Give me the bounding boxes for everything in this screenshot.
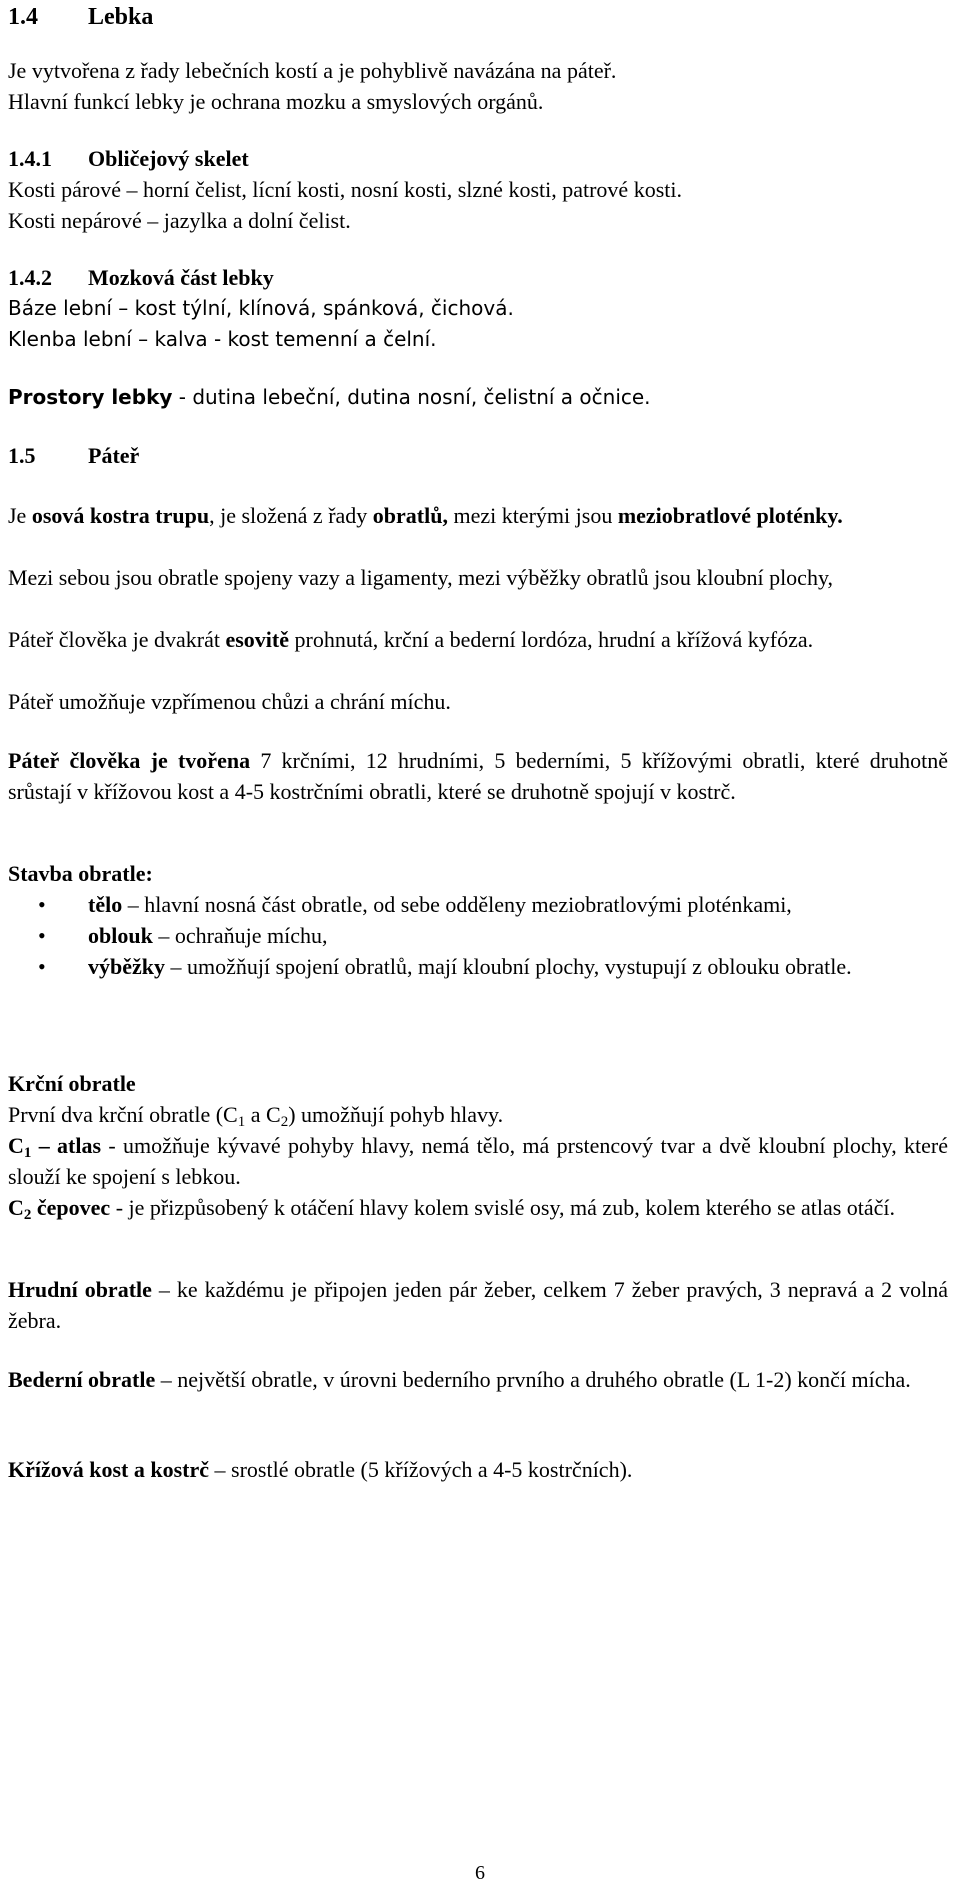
prostory-lebky: Prostory lebky - dutina lebeční, dutina nosní, čelistní a očnice. [8, 385, 651, 409]
section-1-4-1 [8, 143, 948, 236]
heading-number: 1.5 [8, 443, 36, 468]
krizova-kost: Křížová kost a kostrč – srostlé obratle (5 křížových a 4-5 kostrčních). [8, 1457, 633, 1482]
krcni-obratle [8, 1068, 948, 1223]
heading-title: Obličejový skelet [88, 146, 249, 171]
cepovec-description: $C_2$ čepovec - je přizpůsobený k otáčení hlavy kolem svislé osy, má zub, kolem kterého se atlas otáčí. [8, 1195, 896, 1223]
heading-number: 1.4.2 [8, 265, 52, 290]
hrudni-obratle: Hrudní obratle – ke každému je připojen jeden pár žeber, celkem 7 žeber pravých, 3 nepravá a 2 volná žebra. [8, 1277, 948, 1333]
list-item: • tělo – hlavní nosná část obratle, od sebe odděleny meziobratlovými ploténkami, [8, 889, 948, 920]
pater-prohnuti: Páteř člověka je dvakrát esovitě prohnutá, krční a bederní lordóza, hrudní a křížová kyfóza. [8, 627, 814, 652]
krcni-heading: Krční obratle [8, 1071, 136, 1096]
lebka-intro [8, 55, 948, 117]
page-number: 6 [475, 1862, 485, 1884]
pater-funkce: Páteř umožňuje vzpřímenou chůzi a chrání míchu. [8, 689, 451, 714]
heading-1-5 [8, 440, 948, 471]
stavba-obratle-list [8, 889, 948, 982]
pater-vazy: Mezi sebou jsou obratle spojeny vazy a ligamenty, mezi výběžky obratlů jsou kloubní plochy, [8, 565, 834, 590]
section-1-4-2 [8, 262, 948, 355]
text-line: Báze lební – kost týlní, klínová, spánková, čichová. [8, 296, 514, 320]
list-item: • výběžky – umožňují spojení obratlů, mají kloubní plochy, vystupují z oblouku obratle. [8, 951, 948, 982]
heading-1-4 [8, 0, 948, 34]
text-line: Hlavní funkcí lebky je ochrana mozku a smyslových orgánů. [8, 89, 544, 114]
text-line: Kosti nepárové – jazylka a dolní čelist. [8, 208, 351, 233]
stavba-obratle-heading: Stavba obratle: [8, 861, 153, 886]
pater-slozeni: Páteř člověka je tvořena 7 krčními, 12 hrudními, 5 bederními, 5 křížovými obratli, které druhotně srůstají v křížovou kost a 4-5 kostrčními obratli, které se druhotně spojují v kostrč. [8, 748, 949, 804]
term-bold: Prostory lebky [8, 385, 173, 409]
heading-number: 1.4.1 [8, 146, 52, 171]
document-page [8, 0, 948, 1895]
heading-title: Lebka [88, 4, 154, 30]
bederni-obratle: Bederní obratle – největší obratle, v úrovni bederního prvního a druhého obratle (L 1-2) končí mícha. [8, 1367, 911, 1392]
text-line: Je vytvořena z řady lebečních kostí a je pohyblivě navázána na páteř. [8, 58, 617, 83]
heading-number: 1.4 [8, 4, 38, 30]
heading-title: Páteř [88, 443, 140, 468]
pater-definition: Je osová kostra trupu, je složená z řady obratlů, mezi kterými jsou meziobratlové ploténky. [8, 503, 843, 528]
atlas-description: $C_1$ – atlas - umožňuje kývavé pohyby hlavy, nemá tělo, má prstencový tvar a dvě kloubní plochy, které slouží ke spojení s lebkou. [8, 1133, 949, 1189]
heading-title: Mozková část lebky [88, 265, 274, 290]
text-line: Klenba lební – kalva - kost temenní a čelní. [8, 327, 437, 351]
list-item: • oblouk – ochraňuje míchu, [8, 920, 948, 951]
text-line: Kosti párové – horní čelist, lícní kosti, nosní kosti, slzné kosti, patrové kosti. [8, 177, 682, 202]
krcni-intro: První dva krční obratle ($C_1$ a $C_2$) umožňují pohyb hlavy. [8, 1102, 504, 1130]
